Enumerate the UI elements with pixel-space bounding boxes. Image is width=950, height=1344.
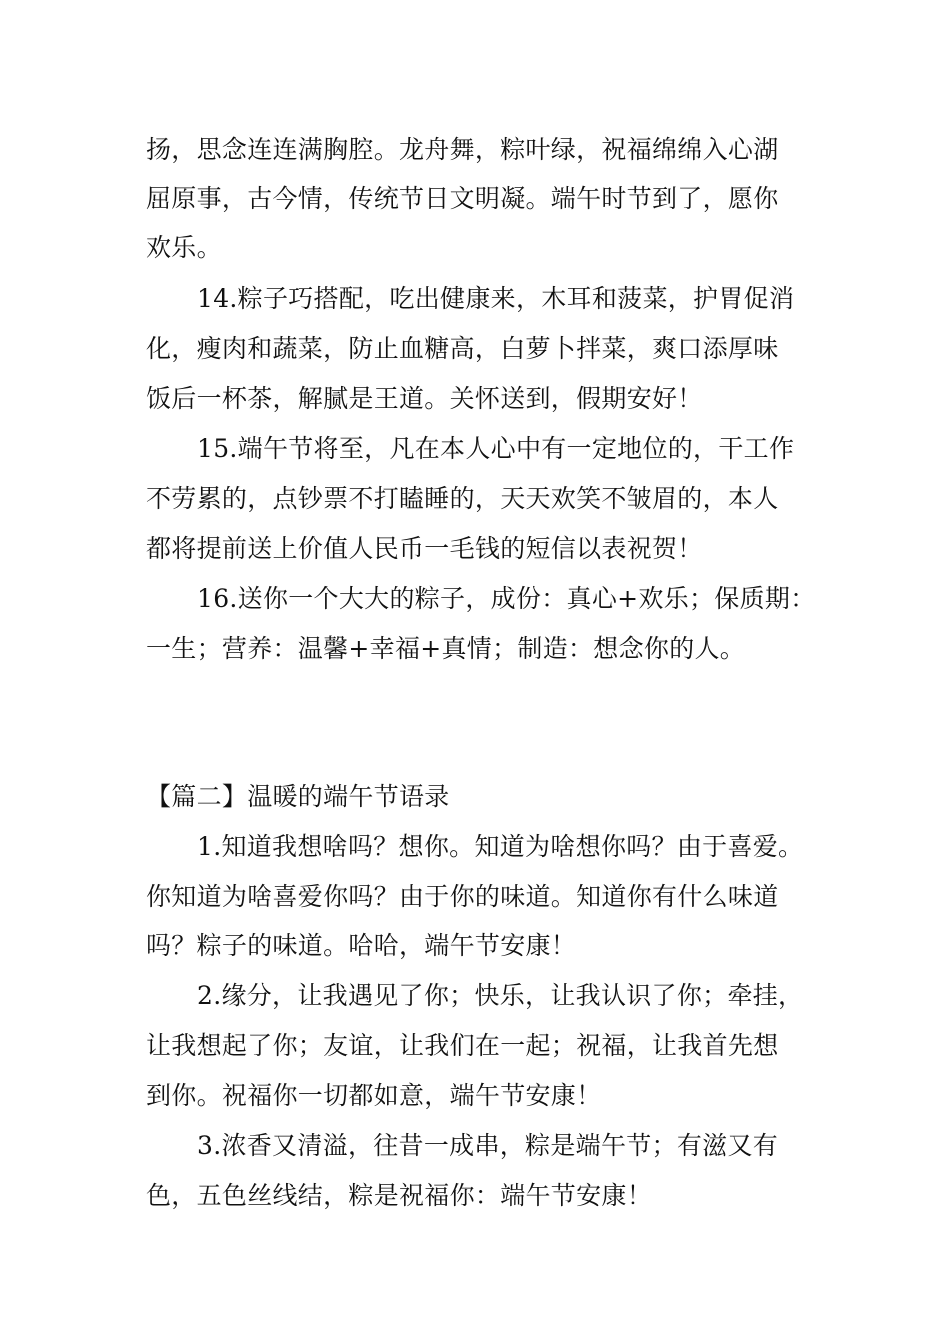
item-line: 让我想起了你；友谊，让我们在一起；祝福，让我首先想	[146, 1031, 779, 1060]
item-line: 不劳累的，点钞票不打瞌睡的，天天欢笑不皱眉的，本人	[146, 484, 779, 513]
item-line: 到你。祝福你一切都如意，端午节安康！	[146, 1081, 602, 1110]
item-line: 16.送你一个大大的粽子，成份：真心+欢乐；保质期：	[197, 584, 816, 613]
item-line: 15.端午节将至，凡在本人心中有一定地位的，干工作	[197, 434, 795, 463]
item-line: 吗？粽子的味道。哈哈，端午节安康！	[146, 931, 577, 960]
item-line: 2.缘分，让我遇见了你；快乐，让我认识了你；牵挂，	[197, 981, 804, 1010]
paragraph-line: 屈原事，古今情，传统节日文明凝。端午时节到了，愿你	[146, 184, 779, 213]
item-line: 你知道为啥喜爱你吗？由于你的味道。知道你有什么味道	[146, 882, 779, 911]
paragraph-line: 扬，思念连连满胸腔。龙舟舞，粽叶绿，祝福绵绵入心湖	[146, 135, 779, 164]
item-line: 一生；营养：温馨+幸福+真情；制造：想念你的人。	[146, 634, 746, 663]
item-line: 饭后一杯茶，解腻是王道。关怀送到，假期安好！	[146, 384, 703, 413]
item-line: 3.浓香又清溢，往昔一成串，粽是端午节；有滋又有	[197, 1131, 779, 1160]
section-heading: 【篇二】温暖的端午节语录	[146, 782, 450, 811]
item-line: 色，五色丝线结，粽是祝福你：端午节安康！	[146, 1181, 653, 1210]
item-line: 化，瘦肉和蔬菜，防止血糖高，白萝卜拌菜，爽口添厚味	[146, 334, 779, 363]
paragraph-line: 欢乐。	[146, 233, 222, 262]
item-line: 14.粽子巧搭配，吃出健康来，木耳和菠菜，护胃促消	[197, 284, 795, 313]
item-line: 都将提前送上价值人民币一毛钱的短信以表祝贺！	[146, 534, 703, 563]
item-line: 1.知道我想啥吗？想你。知道为啥想你吗？由于喜爱。	[197, 832, 804, 861]
